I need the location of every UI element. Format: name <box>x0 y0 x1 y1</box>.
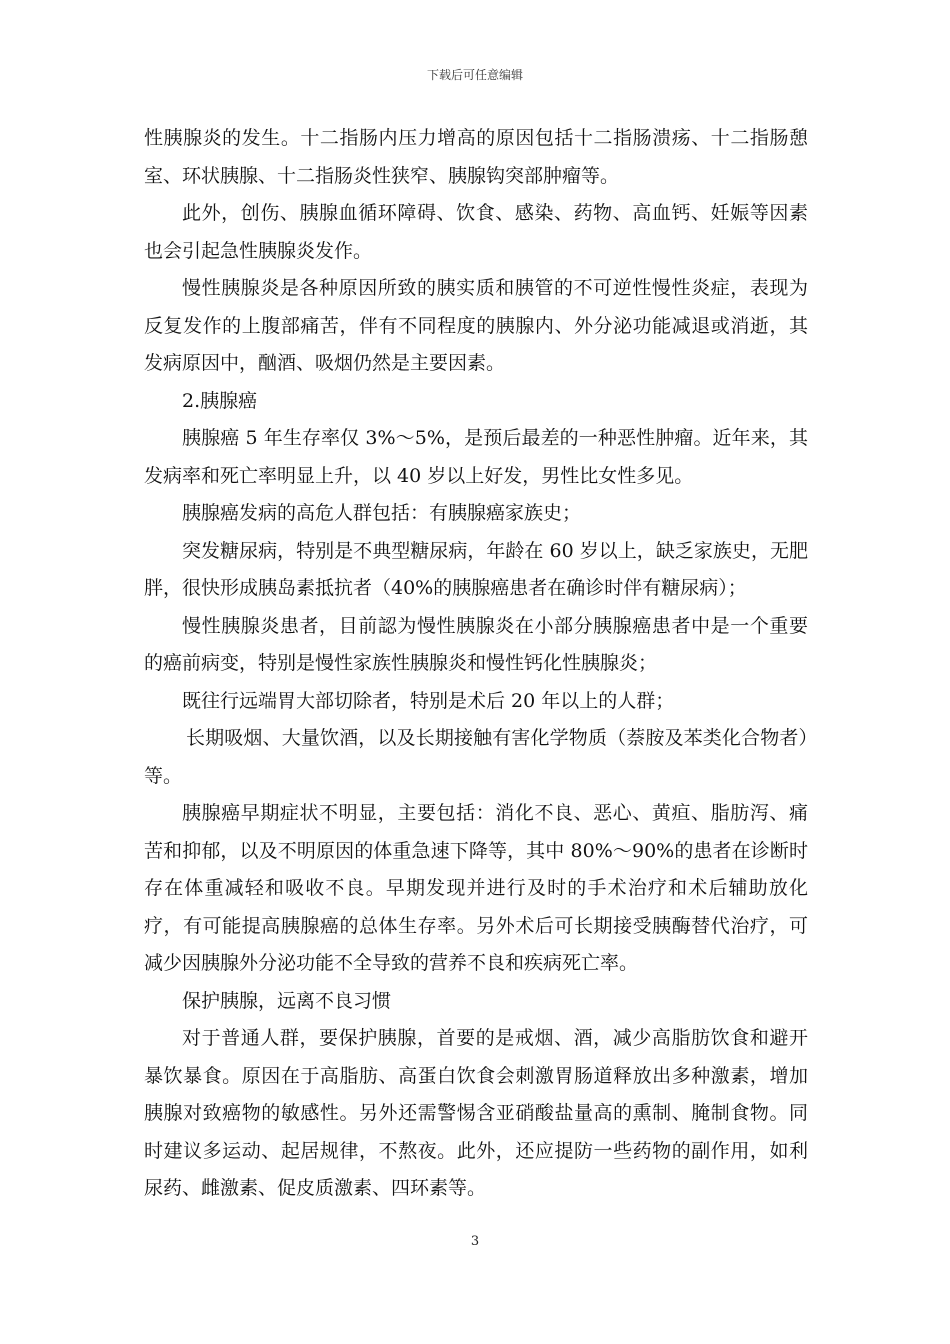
page-number: 3 <box>470 1234 480 1249</box>
paragraph-continuation: 性胰腺炎的发生。十二指肠内压力增高的原因包括十二指肠溃疡、十二指肠憩室、环状胰腺、十二指肠炎性狭窄、胰腺钩突部肿瘤等。 <box>144 127 808 187</box>
section-heading-pancreatic-cancer: 2.胰腺癌 <box>182 389 258 412</box>
page-header: 下载后可任意编辑 <box>426 68 523 82</box>
paragraph-protect-advice: 对于普通人群，要保护胰腺，首要的是戒烟、酒，减少高脂肪饮食和避开暴饮暴食。原因在于高脂肪、高蛋白饮食会刺激胃肠道释放出多种激素，增加胰腺对致癌物的敏感性。另外还需警惕含亚硝酸盐量高的熏制、腌制食物。同时建议多运动、起居规律，不熬夜。此外，还应提防一些药物的副作用，如利尿药、雌激素、促皮质激素、四环素等。 <box>144 1027 808 1199</box>
paragraph-risk-diabetes: 突发糖尿病，特别是不典型糖尿病，年龄在 60 岁以上，缺乏家族史，无肥胖，很快形成胰岛素抵抗者（40%的胰腺癌患者在确诊时伴有糖尿病）； <box>144 539 808 599</box>
paragraph-high-risk-intro: 胰腺癌发病的高危人群包括：有胰腺癌家族史； <box>182 502 582 524</box>
section-heading-protect-pancreas: 保护胰腺，远离不良习惯 <box>182 989 392 1012</box>
paragraph-early-symptoms: 胰腺癌早期症状不明显，主要包括：消化不良、恶心、黄疸、脂肪泻、痛苦和抑郁，以及不明原因的体重急速下降等，其中 80%～90%的患者在诊断时存在体重减轻和吸收不良。早期发现并进行及时的手术治疗和术后辅助放化疗，有可能提高胰腺癌的总体生存率。另外术后可长期接受胰酶替代治疗，可减少因胰腺外分泌功能不全导致的营养不良和疾病死亡率。 <box>144 802 808 974</box>
paragraph-other-causes: 此外，创伤、胰腺血循环障碍、饮食、感染、药物、高血钙、妊娠等因素也会引起急性胰腺炎发作。 <box>144 202 808 262</box>
paragraph-chronic-pancreatitis: 慢性胰腺炎是各种原因所致的胰实质和胰管的不可逆性慢性炎症，表现为反复发作的上腹部痛苦，伴有不同程度的胰腺内、外分泌功能减退或消逝，其发病原因中，酗酒、吸烟仍然是主要因素。 <box>144 277 808 374</box>
paragraph-risk-smoking: 长期吸烟、大量饮酒，以及长期接触有害化学物质（萘胺及苯类化合物者）等。 <box>144 727 808 787</box>
paragraph-survival-rate: 胰腺癌 5 年生存率仅 3%～5%，是预后最差的一种恶性肿瘤。近年来，其发病率和死亡率明显上升，以 40 岁以上好发，男性比女性多见。 <box>144 427 808 487</box>
paragraph-risk-gastrectomy: 既往行远端胃大部切除者，特别是术后 20 年以上的人群； <box>182 689 675 712</box>
paragraph-risk-chronic-pancreatitis: 慢性胰腺炎患者，目前認为慢性胰腺炎在小部分胰腺癌患者中是一个重要的癌前病变，特别是慢性家族性胰腺炎和慢性钙化性胰腺炎； <box>144 614 808 674</box>
document-body <box>144 120 808 1208</box>
